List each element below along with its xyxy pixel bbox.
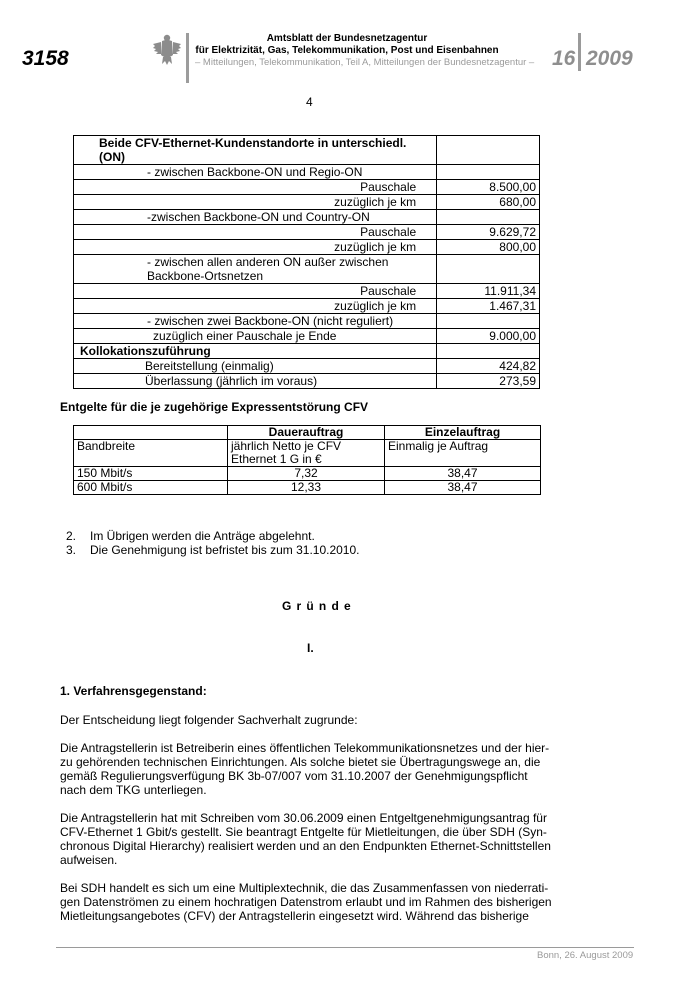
express-einzel-value: 38,47: [385, 481, 541, 495]
header-divider: [186, 33, 189, 83]
price-label-cell: [74, 240, 437, 255]
table-row: [74, 136, 540, 165]
price-value: 273,59: [437, 374, 540, 389]
price-label-cell: [74, 195, 437, 210]
price-value: [437, 344, 540, 359]
price-label: Bereitstellung (einmalig): [145, 359, 274, 373]
price-label: - zwischen allen anderen ON außer zwischen Backbone-Ortsnetzen: [147, 255, 389, 283]
price-value: 9.000,00: [437, 329, 540, 344]
gazette-title-line1: Amtsblatt der Bundesnetzagentur: [266, 33, 428, 44]
table-row: [74, 255, 540, 284]
list-item-number: 3.: [66, 543, 77, 557]
price-label-cell: [74, 299, 437, 314]
price-label-cell: [74, 329, 437, 344]
list-item-number: 2.: [66, 529, 77, 543]
express-header-row: [74, 440, 541, 467]
price-label-cell: [74, 255, 437, 284]
table-row: [74, 180, 540, 195]
paragraph: [60, 811, 570, 867]
paragraph-line: Die Antragstellerin hat mit Schreiben vom 30.06.2009 einen Entgeltgenehmigungsantrag für: [60, 811, 547, 825]
express-col-einzelauftrag: Einzelauftrag: [385, 426, 541, 440]
price-value: 8.500,00: [437, 180, 540, 195]
express-columns-row: [74, 426, 541, 440]
table-row: [74, 284, 540, 299]
price-label-cell: [74, 374, 437, 389]
issue-number: 16: [552, 47, 576, 70]
list-item-text: Im Übrigen werden die Anträge abgelehnt.: [90, 529, 315, 543]
paragraph-line: aufweisen.: [60, 853, 118, 867]
paragraph-line: Bei SDH handelt es sich um eine Multiplextechnik, die das Zusammenfassen von niederrati-: [60, 881, 549, 895]
table-row: [74, 195, 540, 210]
table-row: [74, 225, 540, 240]
page-number: 3158: [22, 47, 69, 70]
express-header-dauer: [228, 440, 385, 467]
price-value: [437, 255, 540, 284]
price-label: -zwischen Backbone-ON und Country-ON: [147, 210, 370, 224]
price-value: 800,00: [437, 240, 540, 255]
express-table: [73, 425, 541, 495]
express-dauer-value: 7,32: [228, 467, 385, 481]
price-value: 424,82: [437, 359, 540, 374]
price-value: [437, 165, 540, 180]
table-row: [74, 240, 540, 255]
price-label-cell: [74, 225, 437, 240]
paragraph-line: gemäß Regulierungsverfügung BK 3b-07/007 vom 31.10.2007 der Genehmigungspflicht: [60, 769, 528, 783]
price-label-cell: [74, 359, 437, 374]
paragraph-line: zu gehörenden technischen Einrichtungen. Als solche bietet sie Übertragungswege an, die: [60, 755, 541, 769]
section-title: 1. Verfahrensgegenstand:: [60, 684, 207, 698]
price-table: [73, 135, 540, 389]
list-item-text: Die Genehmigung ist befristet bis zum 31.10.2010.: [90, 543, 360, 557]
gazette-subtitle: – Mitteilungen, Telekommunikation, Teil A, Mitteilungen der Bundesnetzagentur –: [195, 57, 535, 68]
paragraph-line: Die Antragstellerin ist Betreiberin eines öffentlichen Telekommunikationsnetzes und der hier-: [60, 741, 550, 755]
section-gruende: Gründe: [282, 599, 356, 613]
table-row: [74, 299, 540, 314]
table-row: [74, 329, 540, 344]
price-label: zuzüglich je km: [334, 195, 417, 209]
table-row: [74, 467, 541, 481]
express-einzel-value: 38,47: [385, 467, 541, 481]
express-dauer-value: 12,33: [228, 481, 385, 495]
gazette-title-line2: für Elektrizität, Gas, Telekommunikation, Post und Eisenbahnen: [195, 45, 499, 56]
price-label: zuzüglich je km: [334, 240, 417, 254]
paragraph: [60, 741, 570, 797]
express-bandwidth: 600 Mbit/s: [74, 481, 228, 495]
inner-page-number: 4: [306, 95, 313, 109]
paragraph: [60, 713, 570, 727]
express-header-dauer-text: jährlich Netto je CFV Ethernet 1 G in €: [231, 439, 342, 466]
express-bandwidth: 150 Mbit/s: [74, 467, 228, 481]
price-label-cell: [74, 344, 437, 359]
price-label-cell: [74, 210, 437, 225]
paragraph-line: Der Entscheidung liegt folgender Sachverhalt zugrunde:: [60, 713, 358, 727]
price-label-cell: [74, 314, 437, 329]
federal-eagle-icon: [152, 33, 182, 67]
price-label: zuzüglich einer Pauschale je Ende: [153, 329, 337, 343]
express-col-dauerauftrag: Dauerauftrag: [228, 426, 385, 440]
table-row: [74, 374, 540, 389]
paragraph-line: CFV-Ethernet 1 Gbit/s gestellt. Sie beantragt Entgelte für Mietleitungen, die über SDH (Syn-: [60, 825, 547, 839]
express-heading: Entgelte für die je zugehörige Expressentstörung CFV: [60, 400, 369, 414]
price-label-cell: [74, 165, 437, 180]
price-value: [437, 314, 540, 329]
table-row: [74, 481, 541, 495]
price-value: [437, 136, 540, 165]
price-label: - zwischen zwei Backbone-ON (nicht reguliert): [147, 314, 394, 328]
price-label: Pauschale: [360, 225, 417, 239]
express-header-bandbreite: Bandbreite: [74, 440, 228, 467]
table-row: [74, 165, 540, 180]
express-col-empty: [74, 426, 228, 440]
paragraph-line: chronous Digital Hierarchy) realisiert werden und an den Endpunkten Ethernet-Schnittstellen: [60, 839, 551, 853]
price-label: Kollokationszuführung: [80, 344, 211, 358]
price-label-cell: [74, 180, 437, 195]
price-label: zuzüglich je km: [334, 299, 417, 313]
paragraph-line: Mietleitungsangebotes (CFV) der Antragstellerin eingesetzt wird. Während das bisherige: [60, 909, 529, 923]
table-row: [74, 344, 540, 359]
price-label: - zwischen Backbone-ON und Regio-ON: [147, 165, 363, 179]
table-row: [74, 359, 540, 374]
section-roman-numeral: I.: [307, 641, 314, 655]
issue-divider: [578, 33, 581, 71]
express-header-einzel: Einmalig je Auftrag: [385, 440, 541, 467]
price-label: Überlassung (jährlich im voraus): [145, 374, 318, 388]
table-row: [74, 314, 540, 329]
price-label-cell: [74, 284, 437, 299]
price-value: [437, 210, 540, 225]
issue-year: 2009: [586, 47, 633, 70]
footer-divider: [56, 947, 634, 948]
price-value: 680,00: [437, 195, 540, 210]
paragraph-line: nach dem TKG unterliegen.: [60, 783, 207, 797]
price-label: Pauschale: [360, 284, 417, 298]
price-value: 1.467,31: [437, 299, 540, 314]
table-row: [74, 210, 540, 225]
paragraph-line: gen Datenströmen zu einem hochratigen Datenstrom erlaubt und im Rahmen des bisherigen: [60, 895, 552, 909]
paragraph: [60, 881, 570, 923]
price-label-cell: [74, 136, 437, 165]
price-label: Beide CFV-Ethernet-Kundenstandorte in unterschiedl. (ON): [99, 136, 407, 164]
price-label: Pauschale: [360, 180, 417, 194]
footer-date: Bonn, 26. August 2009: [537, 950, 634, 961]
price-value: 9.629,72: [437, 225, 540, 240]
price-value: 11.911,34: [437, 284, 540, 299]
